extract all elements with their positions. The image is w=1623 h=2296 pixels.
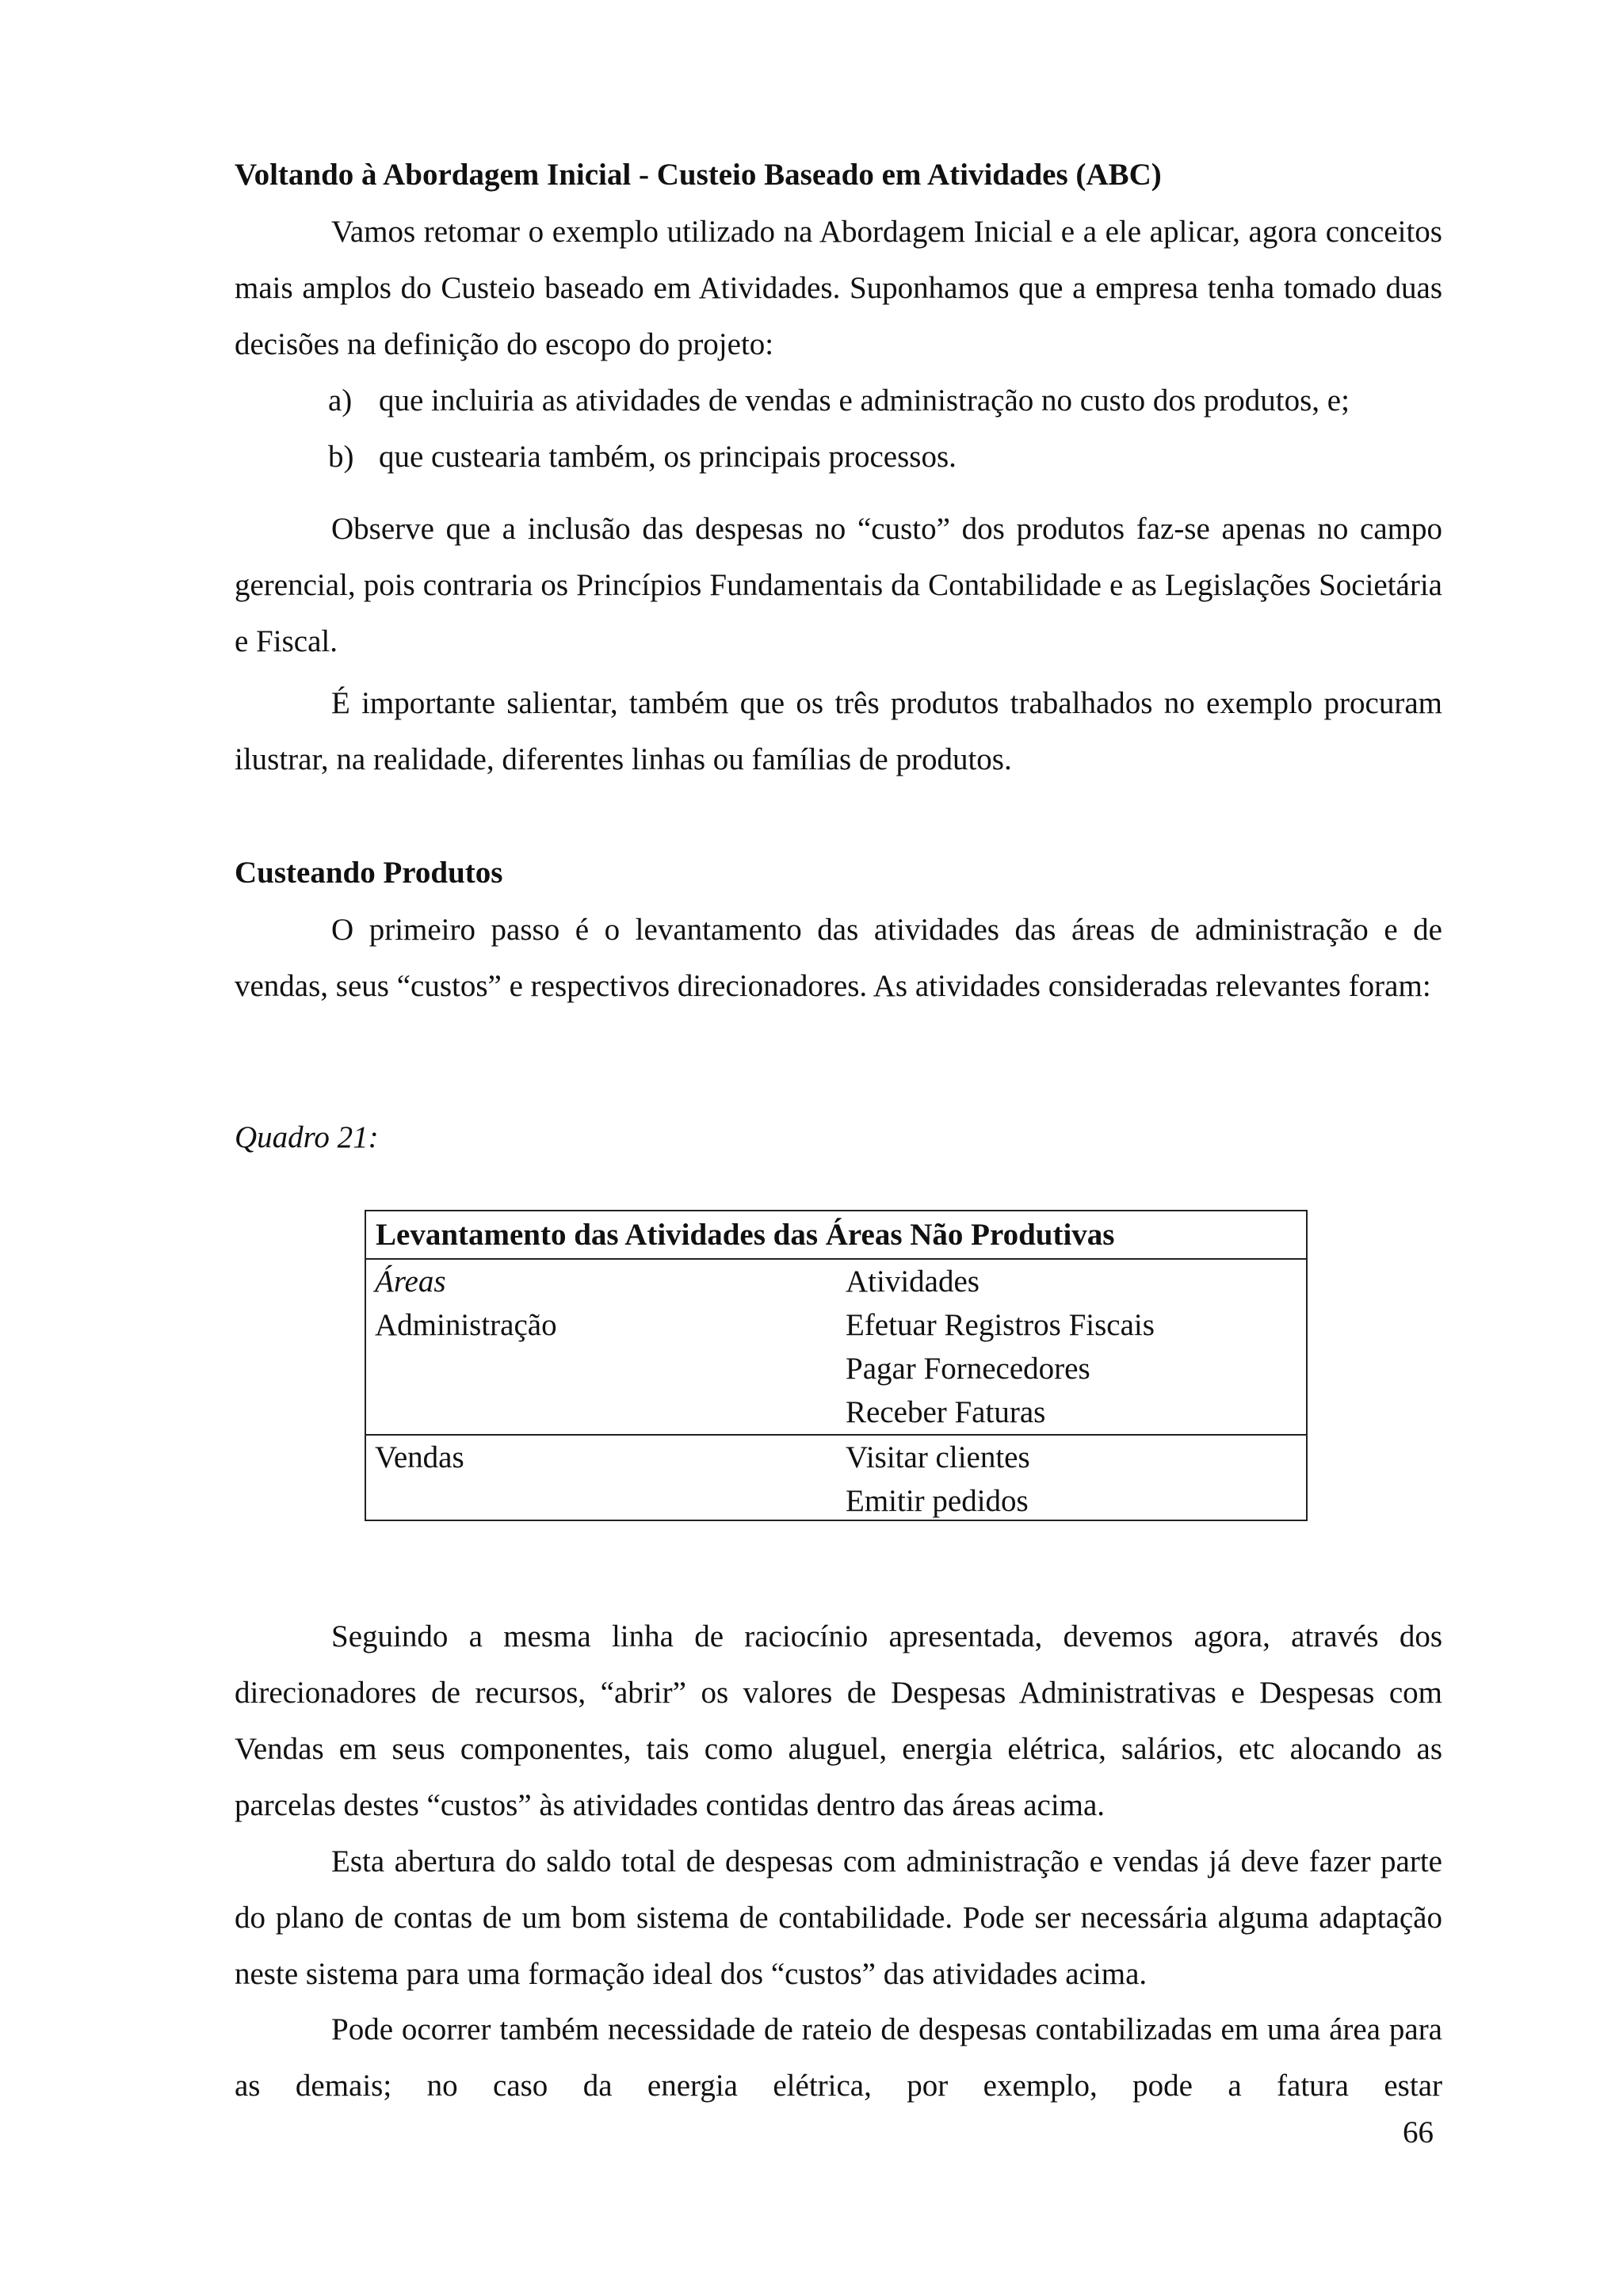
activity-cell: Receber Faturas: [846, 1395, 1046, 1429]
table-row: [365, 1347, 1307, 1390]
paragraph-primeiro-passo: [235, 902, 1442, 1014]
paragraph-text: Observe que a inclusão das despesas no “custo” dos produtos faz-se apenas no campo gerencial, pois contraria os Princípios Fundamentais da Contabilidade e as Legislações Societária e Fiscal.: [235, 512, 1442, 658]
list-item-text: que custearia também, os principais processos.: [379, 440, 957, 474]
table-title: Levantamento das Atividades das Áreas Não Produtivas: [365, 1211, 1307, 1259]
table-row: [365, 1303, 1307, 1347]
decision-list: [328, 372, 1453, 485]
list-item: [328, 429, 1453, 485]
table-row: [365, 1479, 1307, 1523]
section-heading-custeando: Custeando Produtos: [235, 856, 503, 890]
list-marker: b): [328, 440, 354, 474]
area-cell: Vendas: [375, 1440, 464, 1474]
paragraph-intro: [235, 204, 1442, 372]
table-row: [365, 1390, 1307, 1435]
table-caption: Quadro 21:: [235, 1120, 379, 1154]
paragraph-text: Seguindo a mesma linha de raciocínio apresentada, devemos agora, através dos direcionadores de recursos, “abrir” os valores de Despesas Administrativas e Despesas com Vendas em seus componentes, tais como aluguel, energia elétrica, salários, etc alocando as parcelas destes “custos” às atividades contidas dentro das áreas acima.: [235, 1619, 1442, 1822]
area-cell-empty: [365, 1479, 836, 1523]
table-header-row: [365, 1259, 1307, 1303]
list-marker: a): [328, 383, 353, 418]
paragraph-observe: [235, 501, 1442, 669]
paragraph-text: Esta abertura do saldo total de despesas com administração e vendas já deve fazer parte do plano de contas de um bom sistema de contabilidade. Pode ser necessária alguma adaptação neste sistema para uma formação ideal dos “custos” das atividades acima.: [235, 1844, 1442, 1991]
column-header-areas: Áreas: [375, 1264, 446, 1299]
paragraph-abertura: [235, 1833, 1442, 2002]
table-row: [365, 1435, 1307, 1479]
paragraph-text: Vamos retomar o exemplo utilizado na Abordagem Inicial e a ele aplicar, agora conceitos mais amplos do Custeio baseado em Atividades. Suponhamos que a empresa tenha tomado duas decisões na definição do escopo do projeto:: [235, 215, 1442, 361]
column-header-atividades: Atividades: [846, 1264, 980, 1299]
table-title-row: [365, 1211, 1307, 1259]
area-cell-empty: [365, 1347, 836, 1390]
activity-cell: Pagar Fornecedores: [846, 1352, 1090, 1386]
paragraph-rateio: [235, 2001, 1442, 2114]
area-cell-empty: [365, 1390, 836, 1435]
area-cell: Administração: [375, 1308, 557, 1342]
paragraph-text: O primeiro passo é o levantamento das atividades das áreas de administração e de vendas, seus “custos” e respectivos direcionadores. As atividades consideradas relevantes foram:: [235, 913, 1442, 1003]
paragraph-text: É importante salientar, também que os três produtos trabalhados no exemplo procuram ilustrar, na realidade, diferentes linhas ou famílias de produtos.: [235, 686, 1442, 776]
paragraph-seguindo: [235, 1608, 1442, 1833]
activity-cell: Visitar clientes: [846, 1440, 1030, 1474]
list-item-text: que incluiria as atividades de vendas e administração no custo dos produtos, e;: [379, 383, 1350, 418]
section-heading-abc: Voltando à Abordagem Inicial - Custeio Baseado em Atividades (ABC): [235, 158, 1162, 192]
list-item: [328, 372, 1453, 429]
activities-table: [365, 1210, 1308, 1523]
activity-cell: Emitir pedidos: [846, 1484, 1029, 1518]
activity-cell: Efetuar Registros Fiscais: [846, 1308, 1155, 1342]
page-number: 66: [1403, 2115, 1434, 2149]
paragraph-important: [235, 675, 1442, 788]
paragraph-text: Pode ocorrer também necessidade de rateio de despesas contabilizadas em uma área para as demais; no caso da energia elétrica, por exemplo, pode a fatura estar: [235, 2012, 1442, 2103]
